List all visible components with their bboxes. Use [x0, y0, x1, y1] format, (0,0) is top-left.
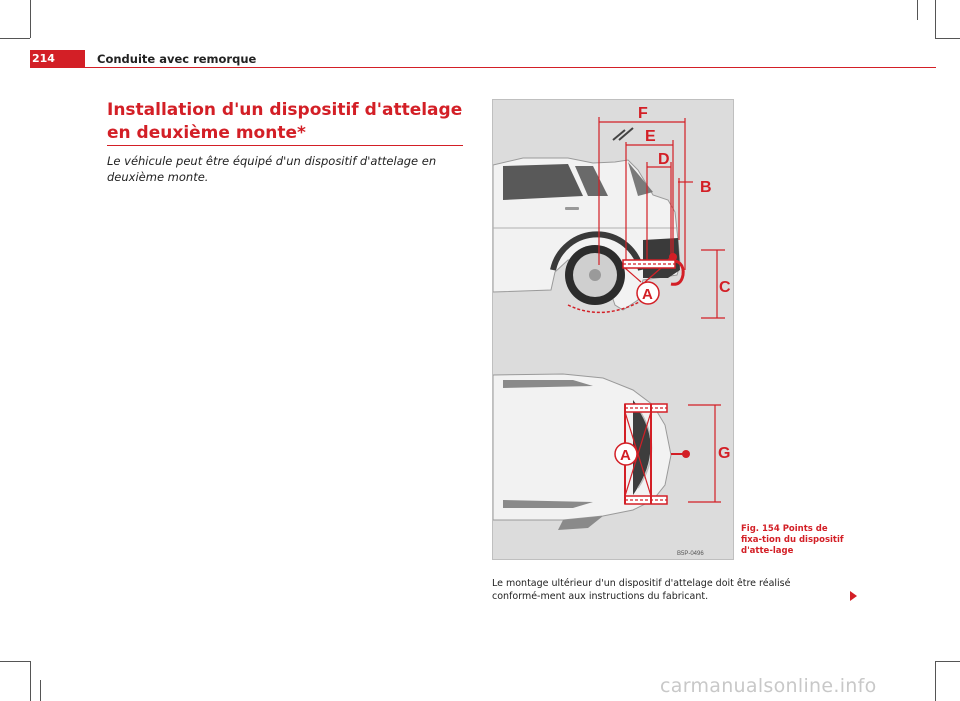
- crop-mark: [30, 0, 31, 38]
- crop-mark: [0, 661, 30, 662]
- crop-mark: [0, 38, 30, 39]
- label-a-side: [637, 282, 659, 304]
- hitch-diagram: [492, 99, 734, 560]
- crop-mark: [917, 0, 918, 20]
- crop-mark: [40, 680, 41, 701]
- crop-mark: [935, 661, 936, 701]
- continue-arrow-icon: [850, 591, 857, 601]
- label-f: F: [638, 105, 648, 122]
- svg-text:A: A: [620, 447, 631, 464]
- crop-mark: [30, 661, 31, 701]
- header-rule: [30, 67, 936, 68]
- body-paragraph: Le montage ultérieur d'un dispositif d'attelage doit être réalisé conformé-ment aux instructions du fabricant.: [492, 578, 791, 602]
- figure-code: B5P-0496: [677, 551, 704, 557]
- svg-text:A: A: [642, 286, 653, 303]
- watermark: carmanualsonline.info: [660, 675, 877, 697]
- label-b: B: [700, 179, 712, 196]
- page-number: 214: [30, 50, 85, 68]
- section-title: Installation d'un dispositif d'attelage en deuxième monte*: [107, 100, 463, 143]
- car-bottom-view: [493, 374, 690, 530]
- crop-mark: [935, 0, 936, 38]
- crop-mark: [935, 661, 960, 662]
- figure-caption: Fig. 154 Points de fixa-tion du dispositif d'atte-lage: [741, 524, 844, 556]
- section-intro: Le véhicule peut être équipé d'un dispositif d'attelage en deuxième monte.: [107, 154, 437, 184]
- label-a-bottom: [615, 443, 637, 465]
- label-c: C: [719, 279, 731, 296]
- crop-mark: [935, 38, 960, 39]
- running-header: Conduite avec remorque: [97, 52, 257, 66]
- label-d: D: [658, 151, 670, 168]
- label-e: E: [645, 128, 656, 145]
- title-rule: [107, 145, 463, 146]
- label-g: G: [718, 445, 731, 462]
